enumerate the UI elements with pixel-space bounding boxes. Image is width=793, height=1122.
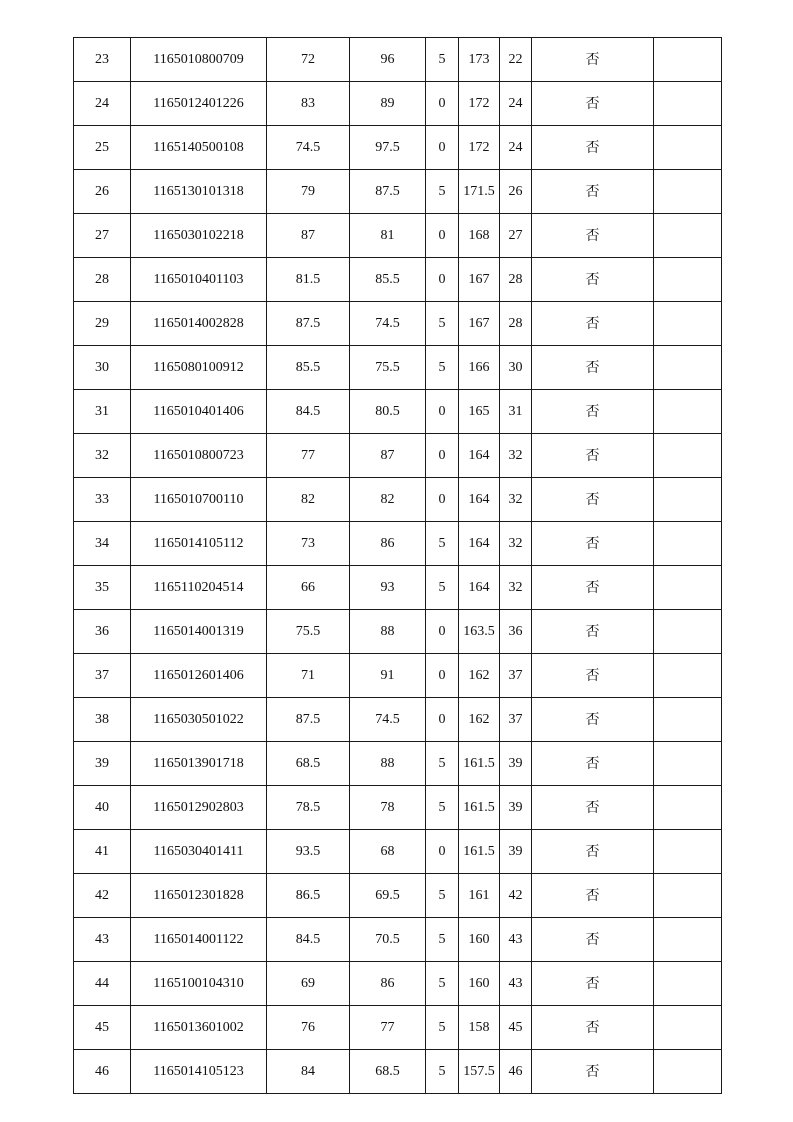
table-row: [74, 698, 722, 742]
table-row: [74, 962, 722, 1006]
candidate-id-cell: 1165010800709: [131, 38, 267, 82]
seq-cell: 29: [74, 302, 131, 346]
flag-cell: 否: [532, 874, 654, 918]
score2-cell: 87.5: [350, 170, 426, 214]
bonus-cell: 5: [426, 522, 459, 566]
rank-cell: 37: [500, 654, 532, 698]
note-cell: [654, 302, 722, 346]
candidate-id-cell: 1165030501022: [131, 698, 267, 742]
candidate-id-cell: 1165010700110: [131, 478, 267, 522]
flag-cell: 否: [532, 566, 654, 610]
score2-cell: 87: [350, 434, 426, 478]
bonus-cell: 5: [426, 874, 459, 918]
table-body: [74, 38, 722, 1094]
flag-cell: 否: [532, 214, 654, 258]
candidate-id-cell: 1165014001122: [131, 918, 267, 962]
rank-cell: 46: [500, 1050, 532, 1094]
bonus-cell: 0: [426, 258, 459, 302]
seq-cell: 30: [74, 346, 131, 390]
flag-cell: 否: [532, 1006, 654, 1050]
flag-cell: 否: [532, 126, 654, 170]
seq-cell: 45: [74, 1006, 131, 1050]
candidate-id-cell: 1165110204514: [131, 566, 267, 610]
rank-cell: 39: [500, 786, 532, 830]
candidate-id-cell: 1165012401226: [131, 82, 267, 126]
score1-cell: 87.5: [267, 302, 350, 346]
total-cell: 162: [459, 654, 500, 698]
table-row: [74, 82, 722, 126]
note-cell: [654, 918, 722, 962]
seq-cell: 26: [74, 170, 131, 214]
score2-cell: 74.5: [350, 698, 426, 742]
seq-cell: 41: [74, 830, 131, 874]
score1-cell: 83: [267, 82, 350, 126]
table-row: [74, 1006, 722, 1050]
candidate-id-cell: 1165010800723: [131, 434, 267, 478]
flag-cell: 否: [532, 786, 654, 830]
score1-cell: 74.5: [267, 126, 350, 170]
bonus-cell: 0: [426, 830, 459, 874]
seq-cell: 33: [74, 478, 131, 522]
seq-cell: 46: [74, 1050, 131, 1094]
bonus-cell: 5: [426, 962, 459, 1006]
flag-cell: 否: [532, 610, 654, 654]
flag-cell: 否: [532, 302, 654, 346]
table-row: [74, 654, 722, 698]
rank-cell: 42: [500, 874, 532, 918]
total-cell: 168: [459, 214, 500, 258]
score2-cell: 93: [350, 566, 426, 610]
table-row: [74, 874, 722, 918]
note-cell: [654, 522, 722, 566]
score1-cell: 85.5: [267, 346, 350, 390]
note-cell: [654, 390, 722, 434]
table-row: [74, 918, 722, 962]
flag-cell: 否: [532, 258, 654, 302]
candidate-id-cell: 1165140500108: [131, 126, 267, 170]
table-row: [74, 742, 722, 786]
note-cell: [654, 1006, 722, 1050]
score2-cell: 75.5: [350, 346, 426, 390]
flag-cell: 否: [532, 698, 654, 742]
score2-cell: 69.5: [350, 874, 426, 918]
score2-cell: 82: [350, 478, 426, 522]
total-cell: 172: [459, 126, 500, 170]
total-cell: 163.5: [459, 610, 500, 654]
score2-cell: 78: [350, 786, 426, 830]
rank-cell: 45: [500, 1006, 532, 1050]
candidate-id-cell: 1165013601002: [131, 1006, 267, 1050]
seq-cell: 37: [74, 654, 131, 698]
score2-cell: 96: [350, 38, 426, 82]
candidate-id-cell: 1165014105123: [131, 1050, 267, 1094]
seq-cell: 27: [74, 214, 131, 258]
table-row: [74, 346, 722, 390]
table-row: [74, 1050, 722, 1094]
total-cell: 162: [459, 698, 500, 742]
rank-cell: 24: [500, 82, 532, 126]
flag-cell: 否: [532, 390, 654, 434]
seq-cell: 40: [74, 786, 131, 830]
note-cell: [654, 82, 722, 126]
score2-cell: 86: [350, 522, 426, 566]
total-cell: 164: [459, 434, 500, 478]
seq-cell: 28: [74, 258, 131, 302]
note-cell: [654, 742, 722, 786]
score2-cell: 77: [350, 1006, 426, 1050]
total-cell: 161: [459, 874, 500, 918]
total-cell: 172: [459, 82, 500, 126]
score2-cell: 80.5: [350, 390, 426, 434]
flag-cell: 否: [532, 522, 654, 566]
note-cell: [654, 170, 722, 214]
score1-cell: 81.5: [267, 258, 350, 302]
score2-cell: 68.5: [350, 1050, 426, 1094]
rank-cell: 31: [500, 390, 532, 434]
candidate-id-cell: 1165130101318: [131, 170, 267, 214]
score2-cell: 85.5: [350, 258, 426, 302]
rank-cell: 32: [500, 434, 532, 478]
seq-cell: 38: [74, 698, 131, 742]
score1-cell: 84.5: [267, 918, 350, 962]
score1-cell: 72: [267, 38, 350, 82]
score1-cell: 73: [267, 522, 350, 566]
bonus-cell: 5: [426, 1006, 459, 1050]
score1-cell: 78.5: [267, 786, 350, 830]
candidate-id-cell: 1165013901718: [131, 742, 267, 786]
rank-cell: 32: [500, 566, 532, 610]
score1-cell: 87: [267, 214, 350, 258]
candidate-id-cell: 1165012902803: [131, 786, 267, 830]
candidate-id-cell: 1165030102218: [131, 214, 267, 258]
candidate-id-cell: 1165014001319: [131, 610, 267, 654]
candidate-id-cell: 1165030401411: [131, 830, 267, 874]
bonus-cell: 0: [426, 610, 459, 654]
table-row: [74, 610, 722, 654]
total-cell: 164: [459, 478, 500, 522]
bonus-cell: 0: [426, 434, 459, 478]
bonus-cell: 5: [426, 346, 459, 390]
bonus-cell: 0: [426, 126, 459, 170]
score1-cell: 79: [267, 170, 350, 214]
score1-cell: 84.5: [267, 390, 350, 434]
flag-cell: 否: [532, 962, 654, 1006]
rank-cell: 43: [500, 918, 532, 962]
score1-cell: 69: [267, 962, 350, 1006]
table-row: [74, 170, 722, 214]
note-cell: [654, 346, 722, 390]
total-cell: 161.5: [459, 786, 500, 830]
seq-cell: 39: [74, 742, 131, 786]
rank-cell: 27: [500, 214, 532, 258]
score2-cell: 81: [350, 214, 426, 258]
rank-cell: 43: [500, 962, 532, 1006]
seq-cell: 23: [74, 38, 131, 82]
seq-cell: 25: [74, 126, 131, 170]
score-table: [73, 37, 722, 1094]
total-cell: 167: [459, 258, 500, 302]
seq-cell: 42: [74, 874, 131, 918]
candidate-id-cell: 1165010401406: [131, 390, 267, 434]
bonus-cell: 5: [426, 302, 459, 346]
score2-cell: 86: [350, 962, 426, 1006]
bonus-cell: 0: [426, 478, 459, 522]
table-row: [74, 258, 722, 302]
table-row: [74, 302, 722, 346]
seq-cell: 24: [74, 82, 131, 126]
total-cell: 160: [459, 962, 500, 1006]
score2-cell: 88: [350, 610, 426, 654]
total-cell: 164: [459, 566, 500, 610]
note-cell: [654, 786, 722, 830]
score2-cell: 74.5: [350, 302, 426, 346]
table-row: [74, 478, 722, 522]
score2-cell: 88: [350, 742, 426, 786]
table-row: [74, 214, 722, 258]
rank-cell: 37: [500, 698, 532, 742]
score1-cell: 71: [267, 654, 350, 698]
rank-cell: 32: [500, 522, 532, 566]
rank-cell: 39: [500, 830, 532, 874]
score2-cell: 97.5: [350, 126, 426, 170]
total-cell: 160: [459, 918, 500, 962]
total-cell: 165: [459, 390, 500, 434]
score1-cell: 87.5: [267, 698, 350, 742]
rank-cell: 28: [500, 258, 532, 302]
score1-cell: 84: [267, 1050, 350, 1094]
bonus-cell: 0: [426, 390, 459, 434]
table-row: [74, 786, 722, 830]
flag-cell: 否: [532, 38, 654, 82]
total-cell: 157.5: [459, 1050, 500, 1094]
seq-cell: 31: [74, 390, 131, 434]
total-cell: 173: [459, 38, 500, 82]
score1-cell: 93.5: [267, 830, 350, 874]
flag-cell: 否: [532, 830, 654, 874]
flag-cell: 否: [532, 1050, 654, 1094]
score2-cell: 70.5: [350, 918, 426, 962]
total-cell: 164: [459, 522, 500, 566]
table-row: [74, 566, 722, 610]
note-cell: [654, 654, 722, 698]
flag-cell: 否: [532, 742, 654, 786]
flag-cell: 否: [532, 478, 654, 522]
candidate-id-cell: 1165010401103: [131, 258, 267, 302]
note-cell: [654, 566, 722, 610]
bonus-cell: 5: [426, 1050, 459, 1094]
rank-cell: 24: [500, 126, 532, 170]
bonus-cell: 5: [426, 566, 459, 610]
candidate-id-cell: 1165080100912: [131, 346, 267, 390]
rank-cell: 28: [500, 302, 532, 346]
bonus-cell: 5: [426, 786, 459, 830]
rank-cell: 39: [500, 742, 532, 786]
seq-cell: 43: [74, 918, 131, 962]
candidate-id-cell: 1165014002828: [131, 302, 267, 346]
note-cell: [654, 478, 722, 522]
note-cell: [654, 1050, 722, 1094]
flag-cell: 否: [532, 170, 654, 214]
total-cell: 167: [459, 302, 500, 346]
note-cell: [654, 830, 722, 874]
score1-cell: 77: [267, 434, 350, 478]
bonus-cell: 0: [426, 82, 459, 126]
bonus-cell: 5: [426, 38, 459, 82]
note-cell: [654, 126, 722, 170]
total-cell: 161.5: [459, 742, 500, 786]
score1-cell: 75.5: [267, 610, 350, 654]
table-row: [74, 126, 722, 170]
score1-cell: 68.5: [267, 742, 350, 786]
table-row: [74, 38, 722, 82]
candidate-id-cell: 1165012601406: [131, 654, 267, 698]
seq-cell: 32: [74, 434, 131, 478]
score2-cell: 91: [350, 654, 426, 698]
candidate-id-cell: 1165100104310: [131, 962, 267, 1006]
total-cell: 166: [459, 346, 500, 390]
note-cell: [654, 214, 722, 258]
score1-cell: 66: [267, 566, 350, 610]
bonus-cell: 0: [426, 654, 459, 698]
note-cell: [654, 38, 722, 82]
flag-cell: 否: [532, 346, 654, 390]
seq-cell: 34: [74, 522, 131, 566]
seq-cell: 35: [74, 566, 131, 610]
rank-cell: 22: [500, 38, 532, 82]
table-row: [74, 830, 722, 874]
note-cell: [654, 874, 722, 918]
seq-cell: 36: [74, 610, 131, 654]
note-cell: [654, 698, 722, 742]
candidate-id-cell: 1165012301828: [131, 874, 267, 918]
score2-cell: 68: [350, 830, 426, 874]
flag-cell: 否: [532, 82, 654, 126]
score1-cell: 86.5: [267, 874, 350, 918]
bonus-cell: 5: [426, 742, 459, 786]
flag-cell: 否: [532, 434, 654, 478]
score1-cell: 82: [267, 478, 350, 522]
total-cell: 171.5: [459, 170, 500, 214]
score2-cell: 89: [350, 82, 426, 126]
table-row: [74, 434, 722, 478]
rank-cell: 30: [500, 346, 532, 390]
score1-cell: 76: [267, 1006, 350, 1050]
rank-cell: 26: [500, 170, 532, 214]
note-cell: [654, 610, 722, 654]
flag-cell: 否: [532, 918, 654, 962]
bonus-cell: 0: [426, 698, 459, 742]
candidate-id-cell: 1165014105112: [131, 522, 267, 566]
seq-cell: 44: [74, 962, 131, 1006]
flag-cell: 否: [532, 654, 654, 698]
rank-cell: 32: [500, 478, 532, 522]
table-row: [74, 390, 722, 434]
table-row: [74, 522, 722, 566]
bonus-cell: 5: [426, 170, 459, 214]
note-cell: [654, 258, 722, 302]
bonus-cell: 0: [426, 214, 459, 258]
bonus-cell: 5: [426, 918, 459, 962]
note-cell: [654, 434, 722, 478]
note-cell: [654, 962, 722, 1006]
total-cell: 161.5: [459, 830, 500, 874]
total-cell: 158: [459, 1006, 500, 1050]
rank-cell: 36: [500, 610, 532, 654]
